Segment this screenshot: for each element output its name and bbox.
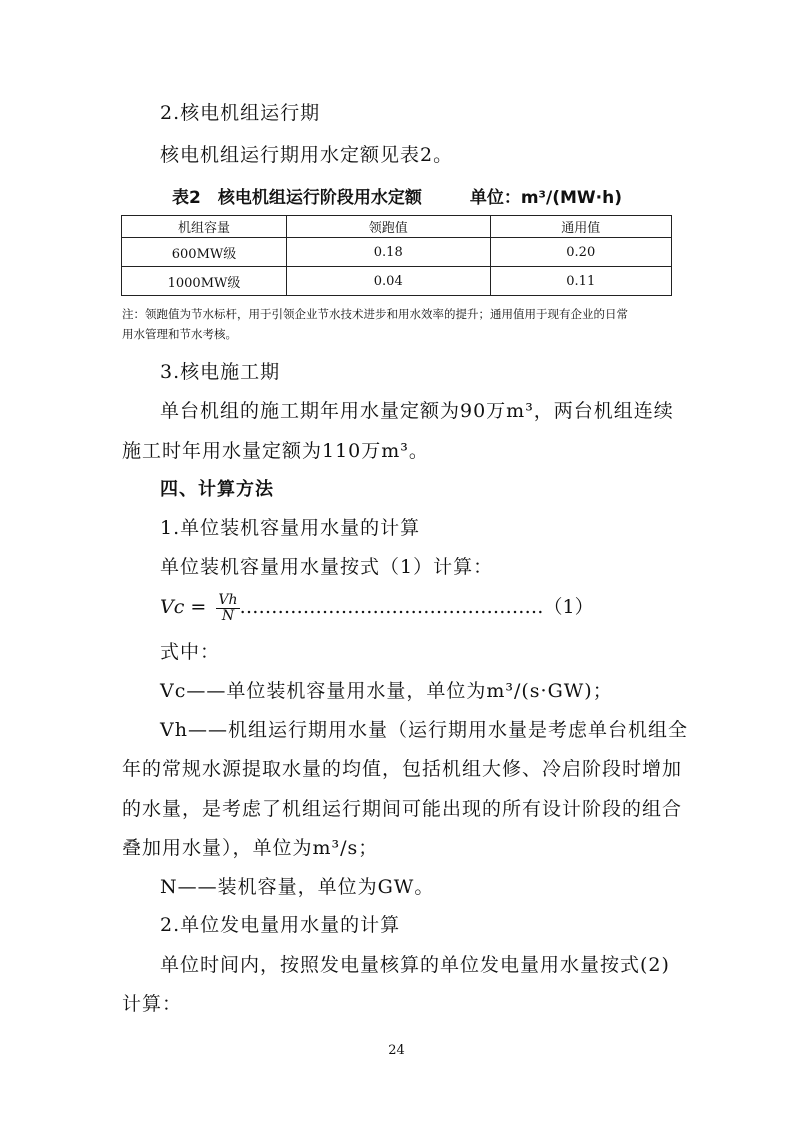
table-header-cell: 领跑值 (287, 216, 491, 238)
section-heading-3: 3.核电施工期 (160, 361, 281, 383)
definition-vh-continued: 年的常规水源提取水量的均值，包括机组大修、冷启阶段时增加 (122, 758, 683, 780)
definition-vh-continued: 叠加用水量），单位为m³/s； (122, 837, 379, 859)
table-row (122, 267, 672, 296)
table-header-cell: 通用值 (490, 216, 672, 238)
paragraph-line: 计算： (122, 993, 183, 1015)
paragraph-line: 单位时间内，按照发电量核算的单位发电量用水量按式(2) (160, 954, 670, 976)
table-row (122, 238, 672, 267)
formula-denominator: N (221, 607, 235, 624)
paragraph-line: 施工时年用水量定额为110万m³。 (122, 440, 429, 462)
table-caption (172, 183, 622, 208)
definition-vh: Vh——机组运行期用水量（运行期用水量是考虑单台机组全 (160, 719, 688, 741)
water-quota-table (121, 215, 672, 296)
paragraph-table-reference: 核电机组运行期用水定额见表2。 (160, 144, 454, 166)
where-label: 式中： (160, 641, 221, 663)
section-heading-2: 2.核电机组运行期 (160, 102, 321, 124)
table-note-line: 注：领跑值为节水标杆，用于引领企业节水技术进步和用水效率的提升；通用值用于现有企业的日常 (122, 307, 628, 321)
table-cell: 600MW级 (122, 238, 287, 267)
formula-lhs: Vc (160, 596, 185, 618)
page-number: 24 (388, 1043, 405, 1058)
formula-fraction (216, 593, 239, 624)
formula-number: （1） (543, 596, 594, 618)
formula-leader-dots: ………………………………………… (239, 596, 544, 618)
table-header-row (122, 216, 672, 238)
table-cell: 0.18 (287, 238, 491, 267)
definition-n: N——装机容量，单位为GW。 (160, 876, 435, 898)
table-header-cell: 机组容量 (122, 216, 287, 238)
table-cell: 1000MW级 (122, 267, 287, 296)
table-cell: 0.11 (490, 267, 672, 296)
definition-vh-continued: 的水量，是考虑了机组运行期间可能出现的所有设计阶段的组合 (122, 798, 683, 820)
table-note-line: 用水管理和节水考核。 (122, 327, 237, 341)
subsection-heading-2: 2.单位发电量用水量的计算 (160, 914, 401, 936)
chapter-heading-4: 四、计算方法 (160, 479, 274, 500)
table-title: 表2 核电机组运行阶段用水定额 (172, 188, 422, 208)
definition-vc: Vc——单位装机容量用水量，单位为m³/(s·GW)； (160, 680, 613, 702)
formula-equals: = (190, 596, 207, 618)
table-unit: 单位：m³/(MW·h) (469, 188, 622, 208)
subsection-heading-1: 1.单位装机容量用水量的计算 (160, 517, 421, 539)
paragraph-line: 单台机组的施工期年用水量定额为90万m³，两台机组连续 (160, 400, 674, 422)
table-cell: 0.20 (490, 238, 672, 267)
table-cell: 0.04 (287, 267, 491, 296)
formula-1 (160, 592, 594, 624)
paragraph-formula-intro: 单位装机容量用水量按式（1）计算： (160, 556, 494, 578)
formula-numerator: Vh (218, 591, 238, 608)
